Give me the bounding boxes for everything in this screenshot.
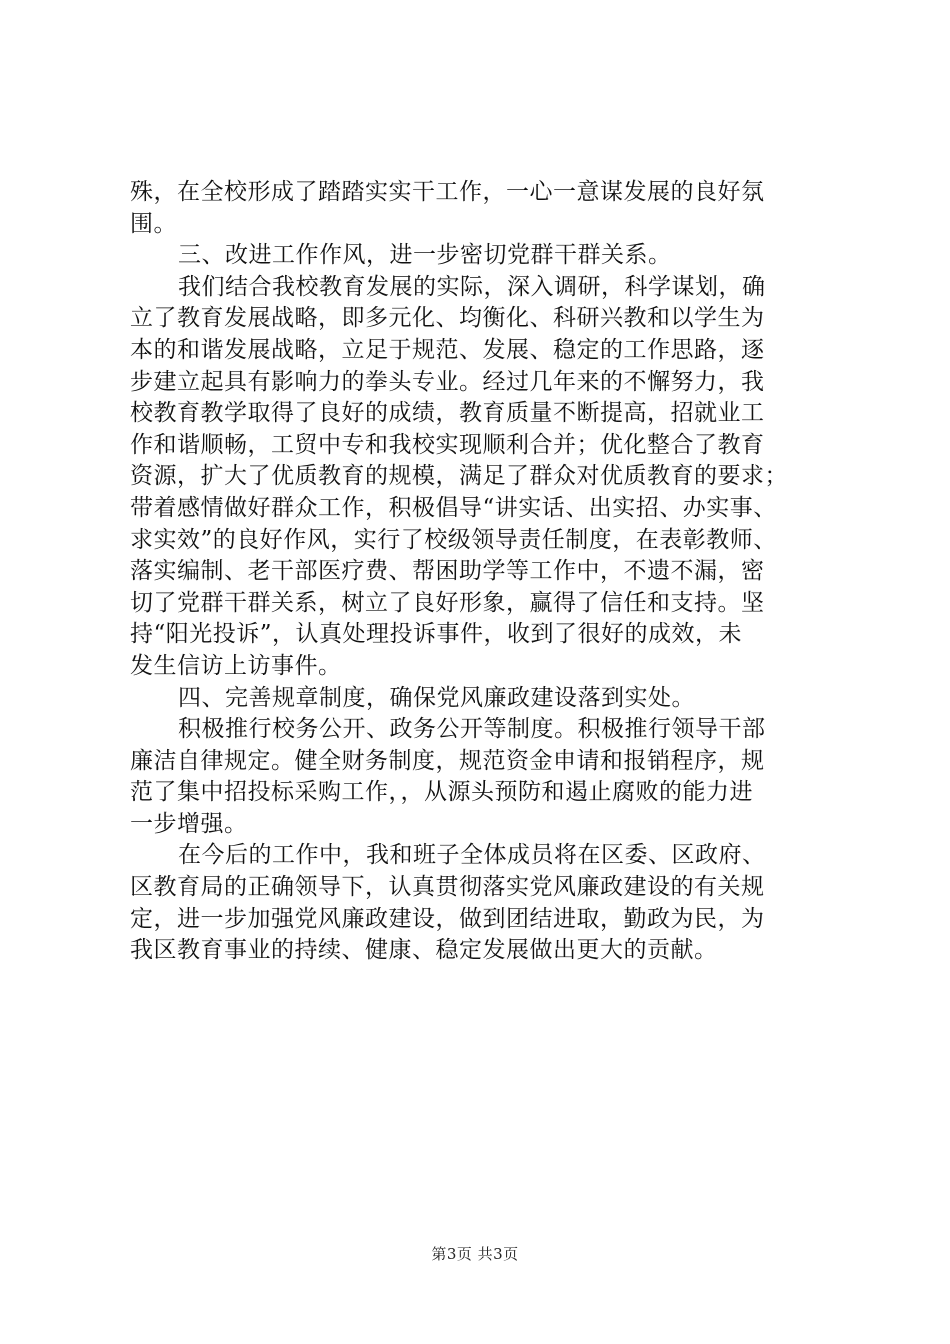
text-line: 定，进一步加强党风廉政建设，做到团结进取，勤政为民，为 [130, 905, 765, 932]
text-line: 区教育局的正确领导下，认真贯彻落实党风廉政建设的有关规 [130, 874, 765, 901]
text-line: 殊，在全校形成了踏踏实实干工作，一心一意谋发展的良好氛 [130, 179, 765, 205]
text-line: 四、完善规章制度，确保党风廉政建设落到实处。 [178, 684, 695, 711]
text-line: 三、改进工作作风，进一步密切党群干群关系。 [178, 242, 672, 269]
text-line: 我区教育事业的持续、健康、稳定发展做出更大的贡献。 [130, 937, 718, 964]
text-line: 围。 [130, 210, 177, 237]
text-line: 校教育教学取得了良好的成绩，教育质量不断提高，招就业工 [130, 400, 765, 427]
text-line: 切了党群干群关系，树立了良好形象，赢得了信任和支持。坚 [130, 589, 765, 616]
text-line: 廉洁自律规定。健全财务制度，规范资金申请和报销程序，规 [130, 747, 765, 774]
text-line: 求实效”的良好作风，实行了校级领导责任制度，在表彰教师、 [130, 526, 777, 553]
page-footer: 第3页 共3页 [431, 1245, 519, 1263]
text-line: 在今后的工作中，我和班子全体成员将在区委、区政府、 [178, 842, 766, 869]
text-line: 范了集中招投标采购工作，，从源头预防和遏止腐败的能力进 [130, 779, 753, 806]
text-line: 落实编制、老干部医疗费、帮困助学等工作中，不遗不漏，密 [130, 558, 765, 585]
text-line: 步建立起具有影响力的拳头专业。经过几年来的不懈努力，我 [130, 368, 765, 395]
document-body [130, 177, 830, 967]
text-line: 我们结合我校教育发展的实际，深入调研，科学谋划，确 [178, 273, 766, 300]
text-line: 持“阳光投诉”，认真处理投诉事件，收到了很好的成效，未 [130, 621, 743, 648]
text-line: 本的和谐发展战略，立足于规范、发展、稳定的工作思路，逐 [130, 336, 765, 363]
text-line: 一步增强。 [130, 810, 248, 837]
text-line: 立了教育发展战略，即多元化、均衡化、科研兴教和以学生为 [130, 305, 765, 332]
text-line: 积极推行校务公开、政务公开等制度。积极推行领导干部 [178, 716, 766, 743]
text-line: 发生信访上访事件。 [130, 652, 342, 679]
text-line: 资源，扩大了优质教育的规模，满足了群众对优质教育的要求； [130, 463, 788, 490]
text-line: 带着感情做好群众工作，积极倡导“讲实话、出实招、办实事、 [130, 494, 777, 521]
text-line: 作和谐顺畅，工贸中专和我校实现顺利合并；优化整合了教育 [130, 431, 765, 458]
